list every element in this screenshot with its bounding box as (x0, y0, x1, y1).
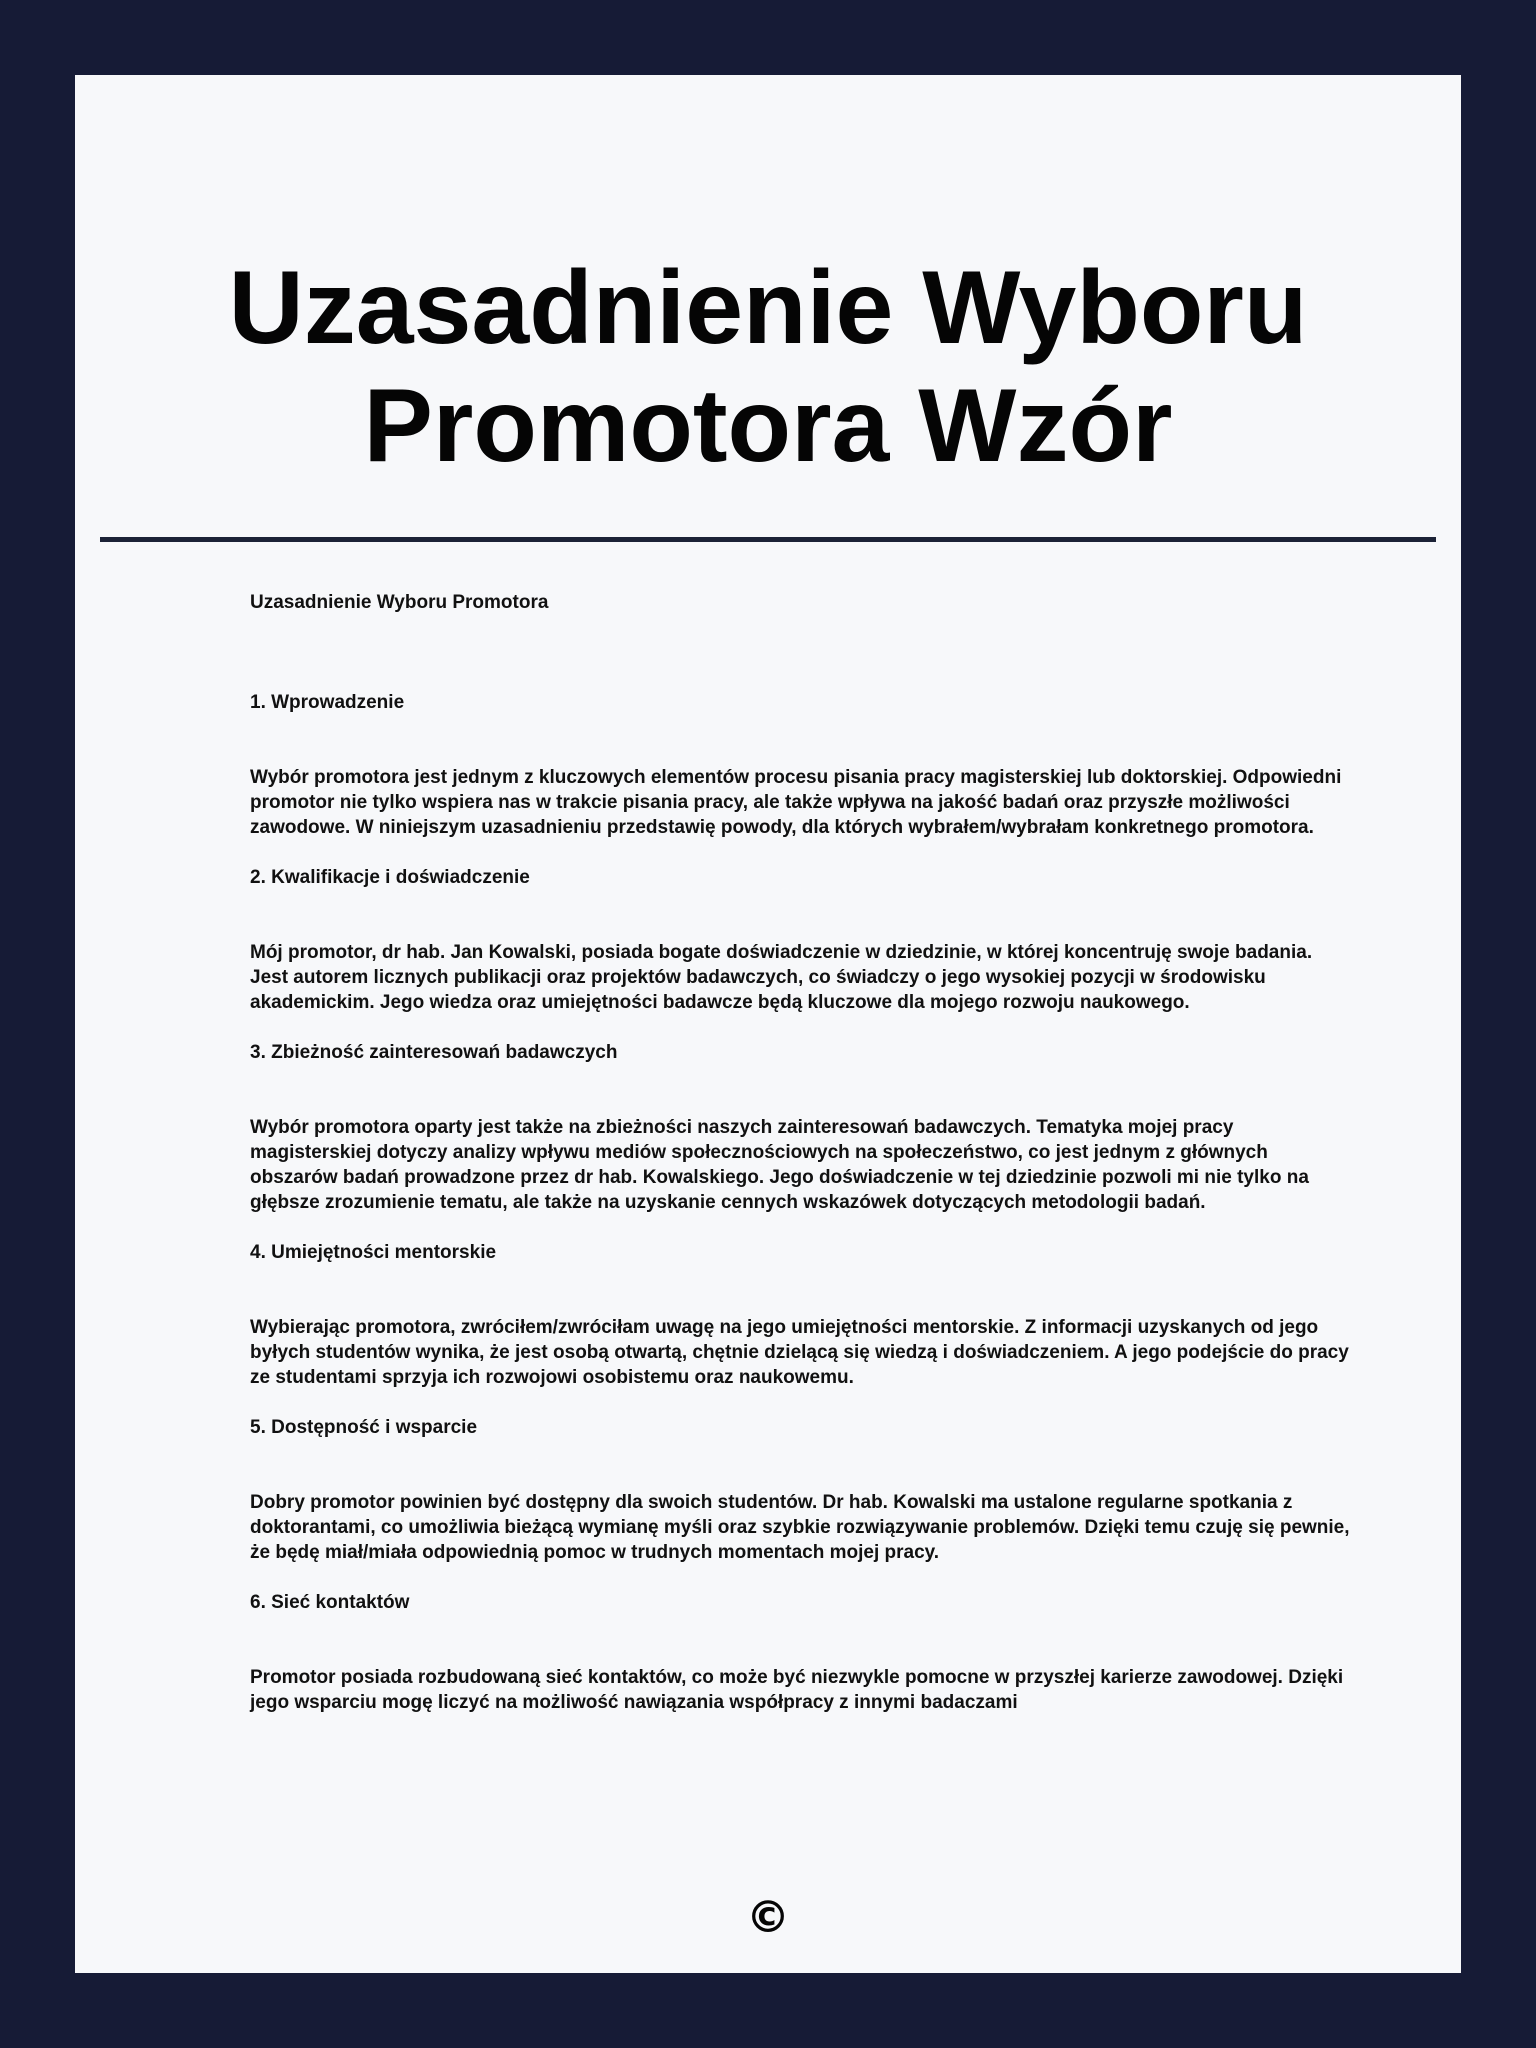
section-paragraph-2: Mój promotor, dr hab. Jan Kowalski, posiada bogate doświadczenie w dziedzinie, w której koncentruję swoje badania. Jest autorem licznych publikacji oraz projektów badawczych, co świadczy o jego wysokiej pozycji w środowisku akademickim. Jego wiedza oraz umiejętności badawcze będą kluczowe dla mojego rozwoju naukowego. (250, 942, 1313, 1013)
document-body (250, 590, 1350, 1715)
section-heading-2: 2. Kwalifikacje i doświadczenie (250, 867, 530, 888)
document-page (75, 75, 1461, 1973)
title-line-2: Promotora Wzór (363, 368, 1173, 484)
title-divider (100, 537, 1436, 542)
copyright-icon: © (746, 1892, 790, 1943)
section-heading-4: 4. Umiejętności mentorskie (250, 1242, 497, 1263)
section-heading-3: 3. Zbieżność zainteresowań badawczych (250, 1042, 618, 1063)
section-heading-5: 5. Dostępność i wsparcie (250, 1417, 478, 1438)
section-paragraph-5: Dobry promotor powinien być dostępny dla swoich studentów. Dr hab. Kowalski ma ustalone regularne spotkania z doktorantami, co umożliwia bieżącą wymianę myśli oraz szybkie rozwiązywanie problemów. Dzięki temu czuję się pewnie, że będę miał/miała odpowiednią pomoc w trudnych momentach mojej pracy. (250, 1492, 1350, 1563)
section-paragraph-1: Wybór promotora jest jednym z kluczowych elementów procesu pisania pracy magisterskiej lub doktorskiej. Odpowiedni promotor nie tylko wspiera nas w trakcie pisania pracy, ale także wpływa na jakość badań oraz przyszłe możliwości zawodowe. W niniejszym uzasadnieniu przedstawię powody, dla których wybrałem/wybrałam konkretnego promotora. (250, 767, 1342, 838)
section-paragraph-6: Promotor posiada rozbudowaną sieć kontaktów, co może być niezwykle pomocne w przyszłej karierze zawodowej. Dzięki jego wsparciu mogę liczyć na możliwość nawiązania współpracy z innymi badaczami (250, 1667, 1344, 1713)
section-heading-6: 6. Sieć kontaktów (250, 1592, 410, 1613)
section-heading-1: 1. Wprowadzenie (250, 692, 405, 713)
section-paragraph-4: Wybierając promotora, zwróciłem/zwróciłam uwagę na jego umiejętności mentorskie. Z informacji uzyskanych od jego byłych studentów wynika, że jest osobą otwartą, chętnie dzielącą się wiedzą i doświadczeniem. A jego podejście do pracy ze studentami sprzyja ich rozwojowi osobistemu oraz naukowemu. (250, 1317, 1349, 1388)
section-paragraph-3: Wybór promotora oparty jest także na zbieżności naszych zainteresowań badawczych. Tematyka mojej pracy magisterskiej dotyczy analizy wpływu mediów społecznościowych na społeczeństwo, co jest jednym z głównych obszarów badań prowadzone przez dr hab. Kowalskiego. Jego doświadczenie w tej dziedzinie pozwoli mi nie tylko na głębsze zrozumienie tematu, ale także na uzyskanie cennych wskazówek dotyczących metodologii badań. (250, 1117, 1309, 1213)
title-line-1: Uzasadnienie Wyboru (228, 250, 1308, 366)
document-heading: Uzasadnienie Wyboru Promotora (250, 592, 549, 613)
page-title (75, 249, 1461, 485)
